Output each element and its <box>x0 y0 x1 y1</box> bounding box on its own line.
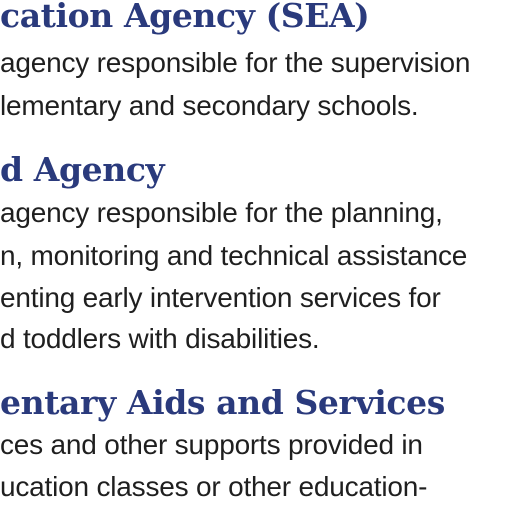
definition-line: n, monitoring and technical assistance <box>0 240 468 271</box>
definition-line: agency responsible for the planning, <box>0 197 443 228</box>
definition-line: agency responsible for the supervision <box>0 47 471 78</box>
definition-line: d toddlers with disabilities. <box>0 323 320 354</box>
term-heading: entary Aids and Services <box>0 383 445 422</box>
term-heading: d Agency <box>0 150 165 189</box>
term-heading: cation Agency (SEA) <box>0 0 370 35</box>
definition-line: lementary and secondary schools. <box>0 90 419 121</box>
definition-line: ucation classes or other education- <box>0 471 428 502</box>
definition-line: ces and other supports provided in <box>0 429 423 460</box>
definition-line: enting early intervention services for <box>0 282 441 313</box>
